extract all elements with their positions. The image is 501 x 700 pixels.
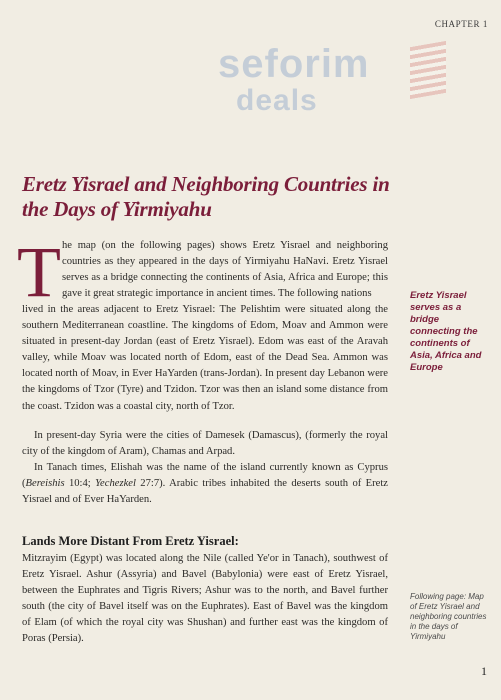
para3-text-b: 10:4; xyxy=(64,478,96,490)
paragraph-syria: In present-day Syria were the cities of Damesek (Damascus), (formerly the royal city of the kingdom of Aram), Chamas and Arpad. xyxy=(22,430,388,458)
watermark-text-1: seforim xyxy=(218,42,370,86)
drop-cap: T xyxy=(17,232,61,312)
intro-paragraph-rest: lived in the areas adjacent to Eretz Yisrael: The Pelishtim were situated along the southern Mediterranean coastline. The kingdoms of Edom, Moav and Ammon were situated in present-day Jordan (east of Eretz Yisrael). Edom was east of the Aravah valley, while Moav was located north of Edom, east of the Dead Sea. Ammon was located north of Moav, in Ever HaYarden (trans-Jordan). In present day Lebanon were the kingdoms of Tzor (Tyre) and Tzidon. Tzor was then an island some distance from the coast. Tzidon was a coastal city, north of Tzor. xyxy=(22,304,388,412)
page-number: 1 xyxy=(481,664,487,678)
watermark-text-2: deals xyxy=(236,84,318,117)
para3-ref-bereishis: Bereishis xyxy=(25,478,65,490)
article-title: Eretz Yisrael and Neighboring Countries in the Days of Yirmiyahu xyxy=(22,172,390,221)
watermark-flag-icon xyxy=(410,41,446,99)
para3-text-c: 27:7). Arabic tribes inhabited the deserts south of Eretz Yisrael and of Ever HaYarden. xyxy=(22,478,389,506)
map-caption: Following page: Map of Eretz Yisrael and neighboring countries in the days of Yirmiyahu xyxy=(410,592,487,641)
para3-text-a: In Tanach times, Elishah was the name of the island currently known as Cyprus ( xyxy=(22,462,388,490)
pull-quote: Eretz Yisrael serves as a bridge connecting the continents of Asia, Africa and Europe xyxy=(410,290,482,373)
para3-ref-yechezkel: Yechezkel xyxy=(95,478,136,490)
paragraph-tanach xyxy=(22,460,388,508)
intro-paragraph-start: he map (on the following pages) shows Eretz Yisrael and neighboring countries as they appeared in the days of Yirmiyahu HaNavi. Eretz Yisrael serves as a bridge connecting the continents of Asia, Africa and Europe; this gave it great strategic importance in ancient times. The following nations xyxy=(62,240,388,300)
paragraph-distant-lands: Mitzrayim (Egypt) was located along the Nile (called Ye'or in Tanach), southwest of Eretz Yisrael. Ashur (Assyria) and Bavel (Babylonia) were east of Eretz Yisrael, between the Euphrates and Tigris Rivers; Ashur was to the north, and Bavel further south (the city of Bavel itself was on the Euphrates). East of Bavel was the kingdom of Elam (of which the royal city was Shushan) and further east was the kingdom of Poras (Persia). xyxy=(22,553,388,645)
watermark-logo xyxy=(218,40,448,132)
chapter-label: CHAPTER 1 xyxy=(434,19,488,29)
section-subheading: Lands More Distant From Eretz Yisrael: xyxy=(22,534,239,548)
